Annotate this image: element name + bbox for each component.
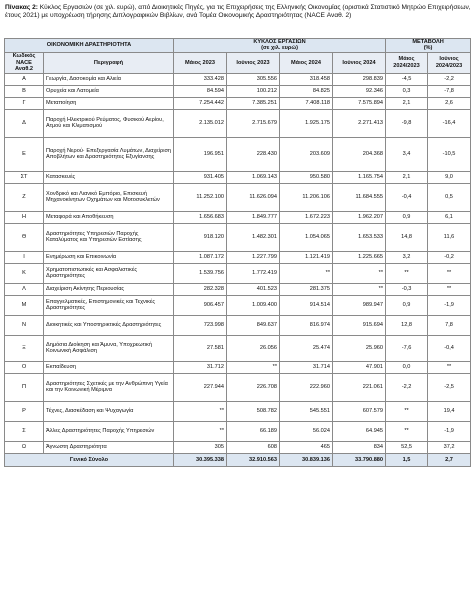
- turnover-value: 1.962.207: [333, 211, 386, 223]
- turnover-value: 221.061: [333, 373, 386, 401]
- change-value: -10,5: [428, 137, 471, 171]
- turnover-value: 47.901: [333, 361, 386, 373]
- table-row: [5, 73, 471, 85]
- activity-description: Δραστηριότητες Υπηρεσιών Παροχής Καταλύματος και Υπηρεσιών Εστίασης: [44, 223, 174, 251]
- change-value: 12,8: [386, 315, 428, 335]
- header-period: Ιούνιος 2023: [227, 52, 280, 73]
- change-value: -7,8: [428, 85, 471, 97]
- turnover-value: 931.405: [174, 171, 227, 183]
- turnover-value: 318.458: [280, 73, 333, 85]
- table-row: [5, 441, 471, 453]
- table-row: [5, 373, 471, 401]
- change-value: 2,1: [386, 97, 428, 109]
- turnover-value: 196.951: [174, 137, 227, 171]
- nace-code: Δ: [5, 109, 44, 137]
- turnover-value: 84.594: [174, 85, 227, 97]
- change-value: -9,8: [386, 109, 428, 137]
- turnover-value: 1.482.301: [227, 223, 280, 251]
- activity-description: Παροχή Ηλεκτρικού Ρεύματος, Φυσικού Αερίου, Ατμού και Κλιματισμού: [44, 109, 174, 137]
- table-row: [5, 211, 471, 223]
- change-value: 0,9: [386, 295, 428, 315]
- change-value: **: [428, 283, 471, 295]
- activity-description: Τέχνες, Διασκέδαση και Ψυχαγωγία: [44, 401, 174, 421]
- turnover-value: 1.165.754: [333, 171, 386, 183]
- table-row: [5, 223, 471, 251]
- turnover-value: 1.009.400: [227, 295, 280, 315]
- change-value: -0,3: [386, 283, 428, 295]
- turnover-value: 816.974: [280, 315, 333, 335]
- turnover-value: 222.960: [280, 373, 333, 401]
- total-value: 30.839.136: [280, 453, 333, 466]
- change-value: 0,5: [428, 183, 471, 211]
- change-value: -4,5: [386, 73, 428, 85]
- activity-description: Κατασκευές: [44, 171, 174, 183]
- turnover-value: 915.694: [333, 315, 386, 335]
- turnover-value: 1.653.533: [333, 223, 386, 251]
- turnover-value: 849.637: [227, 315, 280, 335]
- turnover-value: 1.925.175: [280, 109, 333, 137]
- turnover-value: 2.271.413: [333, 109, 386, 137]
- turnover-value: 7.408.118: [280, 97, 333, 109]
- change-value: **: [386, 263, 428, 283]
- change-value: 9,0: [428, 171, 471, 183]
- change-value: -2,2: [428, 73, 471, 85]
- turnover-value: 333.428: [174, 73, 227, 85]
- change-value: **: [386, 401, 428, 421]
- turnover-value: 25.474: [280, 335, 333, 361]
- table-body: [5, 73, 471, 453]
- turnover-value: 64.945: [333, 421, 386, 441]
- nace-code: H: [5, 211, 44, 223]
- turnover-value: **: [280, 263, 333, 283]
- activity-description: Γεωργία, Δασοκομία και Αλιεία: [44, 73, 174, 85]
- table-row: [5, 315, 471, 335]
- nace-code: ΣΤ: [5, 171, 44, 183]
- change-value: 0,9: [386, 211, 428, 223]
- nace-code: B: [5, 85, 44, 97]
- table-row: [5, 335, 471, 361]
- caption-label: Πίνακας 2:: [5, 4, 38, 11]
- turnover-value: 84.825: [280, 85, 333, 97]
- activity-description: Ενημέρωση και Επικοινωνία: [44, 251, 174, 263]
- turnover-value: 25.960: [333, 335, 386, 361]
- header-turnover-title: ΚΥΚΛΟΣ ΕΡΓΑΣΙΩΝ: [253, 39, 306, 45]
- turnover-value: 989.947: [333, 295, 386, 315]
- turnover-value: **: [174, 421, 227, 441]
- turnover-value: **: [174, 401, 227, 421]
- turnover-value: 66.189: [227, 421, 280, 441]
- turnover-value: 950.580: [280, 171, 333, 183]
- turnover-value: **: [333, 263, 386, 283]
- turnover-value: **: [333, 283, 386, 295]
- activity-description: Διοικητικές και Υποστηρικτικές Δραστηριότητες: [44, 315, 174, 335]
- change-value: -2,2: [386, 373, 428, 401]
- turnover-value: 608: [227, 441, 280, 453]
- turnover-value: 1.225.665: [333, 251, 386, 263]
- table-row: [5, 171, 471, 183]
- nace-code: O: [5, 361, 44, 373]
- change-value: 52,5: [386, 441, 428, 453]
- turnover-value: 11.684.555: [333, 183, 386, 211]
- header-period: Ιούνιος 2024: [333, 52, 386, 73]
- turnover-value: 227.944: [174, 373, 227, 401]
- turnover-value: 228.430: [227, 137, 280, 171]
- table-row: [5, 109, 471, 137]
- header-change: [386, 39, 471, 53]
- turnover-value: 1.772.419: [227, 263, 280, 283]
- turnover-value: 723.998: [174, 315, 227, 335]
- table-row: [5, 137, 471, 171]
- turnover-value: 7.385.251: [227, 97, 280, 109]
- turnover-value: 305.556: [227, 73, 280, 85]
- total-value: 33.790.880: [333, 453, 386, 466]
- change-value: -2,5: [428, 373, 471, 401]
- change-value: 19,4: [428, 401, 471, 421]
- activity-description: Παροχή Νερού· Επεξεργασία Λυμάτων, Διαχείριση Αποβλήτων και Δραστηριότητες Εξυγίανσης: [44, 137, 174, 171]
- turnover-value: 508.782: [227, 401, 280, 421]
- turnover-value: 100.212: [227, 85, 280, 97]
- table-row: [5, 97, 471, 109]
- nace-code: I: [5, 251, 44, 263]
- header-change-period: Ιούνιος 2024/2023: [428, 52, 471, 73]
- turnover-value: 1.849.777: [227, 211, 280, 223]
- nace-code: Λ: [5, 283, 44, 295]
- nace-code: Σ: [5, 421, 44, 441]
- header-activity: ΟΙΚΟΝΟΜΙΚΗ ΔΡΑΣΤΗΡΙΟΤΗΤΑ: [5, 39, 174, 53]
- turnover-value: 1.672.223: [280, 211, 333, 223]
- turnover-value: 607.579: [333, 401, 386, 421]
- change-value: -1,9: [428, 421, 471, 441]
- change-value: -16,4: [428, 109, 471, 137]
- change-value: 11,6: [428, 223, 471, 251]
- change-value: -7,6: [386, 335, 428, 361]
- header-period: Μάιος 2023: [174, 52, 227, 73]
- header-description: Περιγραφή: [44, 52, 174, 73]
- activity-description: Διαχείριση Ακίνητης Περιουσίας: [44, 283, 174, 295]
- total-value: 30.395.338: [174, 453, 227, 466]
- activity-description: Χονδρικό και Λιανικό Εμπόριο, Επισκευή Μηχανοκίνητων Οχημάτων και Μοτοσυκλετών: [44, 183, 174, 211]
- turnover-value: 465: [280, 441, 333, 453]
- turnover-value: 305: [174, 441, 227, 453]
- nace-code: Ω: [5, 441, 44, 453]
- activity-description: Άλλες Δραστηριότητες Παροχής Υπηρεσιών: [44, 421, 174, 441]
- turnover-value: 298.839: [333, 73, 386, 85]
- nace-code: P: [5, 401, 44, 421]
- activity-description: Επαγγελματικές, Επιστημονικές και Τεχνικές Δραστηριότητες: [44, 295, 174, 315]
- turnover-value: 31.712: [174, 361, 227, 373]
- turnover-value: 7.254.442: [174, 97, 227, 109]
- table-row: [5, 295, 471, 315]
- table-row: [5, 401, 471, 421]
- turnover-value: 1.539.756: [174, 263, 227, 283]
- activity-description: Μεταποίηση: [44, 97, 174, 109]
- turnover-value: 203.609: [280, 137, 333, 171]
- table-caption: [5, 4, 471, 21]
- turnover-value: 7.575.894: [333, 97, 386, 109]
- turnover-value: 282.328: [174, 283, 227, 295]
- turnover-value: 1.121.419: [280, 251, 333, 263]
- caption-text: Κύκλος Εργασιών (σε χιλ. ευρώ), από Διοικητικές Πηγές, για τις Επιχειρήσεις της Ελληνικής Οικονομίας (οριστικά Στατιστικό Μητρώο Επιχειρήσεων, έτους 2021) με υποχρέωση τήρησης Διπλογραφικών Βιβλίων, ανά Τομέα Οικονομικής Δραστηριότητας (NACE Αναθ. 2): [5, 4, 471, 20]
- table-row: [5, 283, 471, 295]
- header-change-period: Μάιος 2024/2023: [386, 52, 428, 73]
- header-change-unit: (%): [423, 45, 433, 52]
- change-value: 7,8: [428, 315, 471, 335]
- nace-code: E: [5, 137, 44, 171]
- nace-code: K: [5, 263, 44, 283]
- change-value: 6,1: [428, 211, 471, 223]
- change-value: 3,2: [386, 251, 428, 263]
- activity-description: Άγνωστη Δραστηριότητα: [44, 441, 174, 453]
- turnover-value: 281.375: [280, 283, 333, 295]
- header-turnover: [174, 39, 386, 53]
- change-value: 0,3: [386, 85, 428, 97]
- nace-code: N: [5, 315, 44, 335]
- activity-description: Εκπαίδευση: [44, 361, 174, 373]
- header-turnover-unit: (σε χιλ. ευρώ): [261, 45, 298, 52]
- turnover-value: 2.135.012: [174, 109, 227, 137]
- total-label: Γενικό Σύνολο: [5, 453, 174, 466]
- total-change: 1,5: [386, 453, 428, 466]
- change-value: -0,4: [428, 335, 471, 361]
- nace-code: Θ: [5, 223, 44, 251]
- header-change-title: ΜΕΤΑΒΟΛΗ: [412, 39, 444, 45]
- table-row: [5, 361, 471, 373]
- turnover-value: 11.206.106: [280, 183, 333, 211]
- turnover-value: 1.054.065: [280, 223, 333, 251]
- table-row: [5, 183, 471, 211]
- turnover-value: 11.626.094: [227, 183, 280, 211]
- nace-code: Γ: [5, 97, 44, 109]
- turnover-value: 906.457: [174, 295, 227, 315]
- total-row: [5, 453, 471, 466]
- nace-code: M: [5, 295, 44, 315]
- table-row: [5, 421, 471, 441]
- table-row: [5, 263, 471, 283]
- table-row: [5, 251, 471, 263]
- turnover-value: 914.514: [280, 295, 333, 315]
- turnover-value: 1.087.172: [174, 251, 227, 263]
- turnover-value: 545.551: [280, 401, 333, 421]
- change-value: -0,2: [428, 251, 471, 263]
- table-row: [5, 85, 471, 97]
- turnover-value: 26.056: [227, 335, 280, 361]
- turnover-value: 31.714: [280, 361, 333, 373]
- nace-code: Π: [5, 373, 44, 401]
- total-change: 2,7: [428, 453, 471, 466]
- activity-description: Χρηματοπιστωτικές και Ασφαλιστικές Δραστηριότητες: [44, 263, 174, 283]
- change-value: 3,4: [386, 137, 428, 171]
- activity-description: Δραστηριότητες Σχετικές με την Ανθρώπινη Υγεία και την Κοινωνική Μέριμνα: [44, 373, 174, 401]
- change-value: 0,0: [386, 361, 428, 373]
- change-value: **: [428, 361, 471, 373]
- turnover-value: 204.368: [333, 137, 386, 171]
- turnover-value: 834: [333, 441, 386, 453]
- change-value: 2,6: [428, 97, 471, 109]
- turnover-value: 1.656.683: [174, 211, 227, 223]
- turnover-value: 56.024: [280, 421, 333, 441]
- turnover-value: 2.715.679: [227, 109, 280, 137]
- turnover-value: 92.346: [333, 85, 386, 97]
- header-period: Μάιος 2024: [280, 52, 333, 73]
- total-value: 32.910.563: [227, 453, 280, 466]
- turnover-value: 226.708: [227, 373, 280, 401]
- change-value: **: [428, 263, 471, 283]
- change-value: 2,1: [386, 171, 428, 183]
- change-value: **: [386, 421, 428, 441]
- turnover-table: [4, 38, 471, 467]
- turnover-value: 11.252.100: [174, 183, 227, 211]
- activity-description: Μεταφορά και Αποθήκευση: [44, 211, 174, 223]
- turnover-value: 27.581: [174, 335, 227, 361]
- turnover-value: 1.227.799: [227, 251, 280, 263]
- turnover-value: **: [227, 361, 280, 373]
- change-value: 14,8: [386, 223, 428, 251]
- activity-description: Ορυχεία και Λατομεία: [44, 85, 174, 97]
- change-value: -0,4: [386, 183, 428, 211]
- turnover-value: 918.120: [174, 223, 227, 251]
- change-value: 37,2: [428, 441, 471, 453]
- nace-code: Z: [5, 183, 44, 211]
- turnover-value: 1.069.143: [227, 171, 280, 183]
- header-code: Κωδικός NACE Αναθ.2: [5, 52, 44, 73]
- nace-code: Ξ: [5, 335, 44, 361]
- change-value: -1,9: [428, 295, 471, 315]
- turnover-value: 401.523: [227, 283, 280, 295]
- activity-description: Δημόσια Διοίκηση και Άμυνα, Υποχρεωτική Κοινωνική Ασφάλιση: [44, 335, 174, 361]
- nace-code: A: [5, 73, 44, 85]
